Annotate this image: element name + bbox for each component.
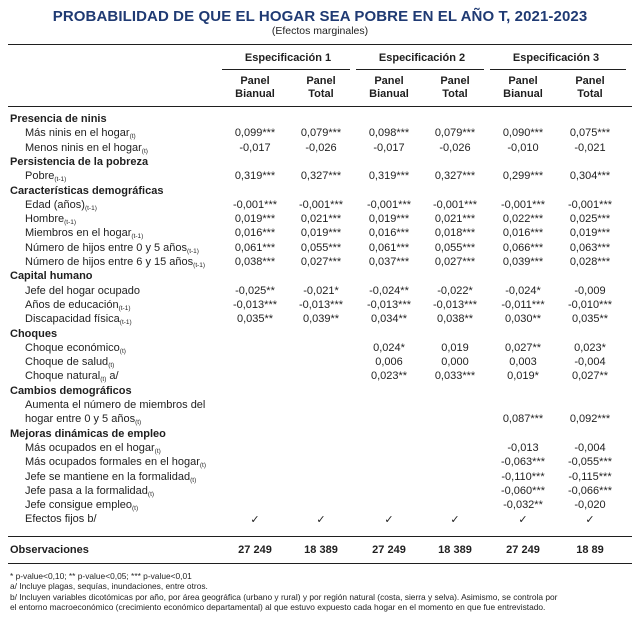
variable-name: Capital humano [10, 270, 93, 283]
coefficient-cell: 0,079*** [434, 127, 476, 140]
section-header-row [0, 113, 640, 128]
note-significance: * p-value<0,10; ** p-value<0,05; *** p-value<0,01 [10, 571, 192, 581]
coefficient-cell: -0,001*** [567, 198, 613, 211]
time-subscript: (t) [199, 462, 207, 470]
coefficient-cell: -0,066*** [567, 484, 613, 497]
variable-name: Choques [10, 327, 58, 340]
variable-name: Choque natural [25, 370, 101, 383]
time-subscript: (t-1) [131, 233, 144, 241]
variable-label [25, 199, 97, 212]
coefficient-cell: -0,025** [235, 284, 275, 297]
variable-label [25, 227, 143, 240]
section-title [10, 185, 163, 197]
coefficient-cell: 0,021*** [434, 213, 476, 226]
column-header [422, 75, 488, 101]
column-header-line-1: Panel [240, 75, 270, 87]
coefficient-cell: 0,092*** [569, 413, 611, 426]
column-header-line-2: Total [442, 88, 468, 100]
check-icon: ✓ [250, 514, 260, 527]
coefficient-cell: -0,013*** [298, 298, 344, 311]
variable-name: Discapacidad física [25, 313, 120, 326]
coefficient-cell: 0,304*** [569, 170, 611, 183]
coefficient-cell: -0,063*** [500, 456, 546, 469]
table-row [0, 342, 640, 357]
coefficient-cell: -0,004 [574, 356, 606, 369]
coefficient-cell: -0,010 [507, 141, 539, 154]
column-header-line-2: Total [577, 88, 603, 100]
observations-value: 27 249 [238, 544, 272, 556]
variable-label [25, 370, 119, 383]
column-header [288, 75, 354, 101]
coefficient-cell: 0,098*** [368, 127, 410, 140]
column-header-line-2: Bianual [503, 88, 543, 100]
coefficient-cell: 0,075*** [569, 127, 611, 140]
note-b-continued: el entorno macroeconómico (crecimiento económico departamental) al que estuvo expuesto cada hogar en el momento en que fue entrevistado. [10, 602, 546, 613]
observations-label: Observaciones [10, 544, 89, 556]
time-subscript: (t) [154, 447, 161, 455]
coefficient-cell: 0,016*** [234, 227, 276, 240]
variable-name: Choque de salud [25, 356, 109, 369]
coefficient-cell: 0,021*** [300, 213, 342, 226]
time-subscript: (t) [190, 476, 197, 484]
coefficient-cell: 0,028*** [569, 256, 611, 268]
variable-label [25, 313, 132, 326]
column-header [356, 75, 422, 101]
time-subscript: (t-1) [54, 176, 67, 184]
observations-value: 27 249 [372, 544, 406, 556]
column-header-line-1: Panel [374, 75, 404, 87]
table-row [0, 127, 640, 142]
section-header-row [0, 385, 640, 400]
coefficient-cell: 0,000 [441, 356, 469, 369]
variable-name: Menos ninis en el hogar [25, 141, 142, 154]
coefficient-cell: 0,038*** [234, 256, 276, 268]
variable-label [25, 456, 206, 469]
coefficient-cell: -0,017 [239, 141, 271, 154]
variable-label [25, 471, 196, 484]
column-header-line-2: Bianual [235, 88, 275, 100]
spec-2-rule [356, 69, 484, 70]
variable-label [25, 499, 138, 512]
spec-1-rule [222, 69, 350, 70]
section-header-row [0, 270, 640, 285]
coefficient-cell: -0,001*** [432, 198, 478, 211]
coefficient-cell: -0,001*** [298, 198, 344, 211]
check-icon: ✓ [518, 514, 528, 527]
coefficient-cell: -0,115*** [568, 470, 612, 483]
coefficient-cell: 0,027*** [300, 256, 342, 268]
column-header [490, 75, 556, 101]
note-a: a/ Incluye plagas, sequías, inundaciones, entre otros. [10, 581, 208, 592]
variable-label [25, 413, 141, 426]
variable-name: hogar entre 0 y 5 años [25, 413, 136, 426]
table-row [0, 499, 640, 514]
coefficient-cell: -0,032** [503, 499, 543, 512]
variable-name: Cambios demográficos [10, 384, 132, 397]
coefficient-cell: 0,006 [375, 356, 403, 369]
time-subscript: (t-1) [118, 304, 131, 312]
coefficient-cell: 0,066*** [502, 241, 544, 254]
table-row [0, 170, 640, 185]
coefficient-cell: -0,001*** [366, 198, 412, 211]
variable-name: Jefe consigue empleo [25, 499, 133, 512]
check-icon: ✓ [316, 514, 326, 527]
coefficient-cell: 0,019*** [300, 227, 342, 240]
table-row [0, 413, 640, 428]
variable-name: Miembros en el hogar [25, 227, 132, 240]
coefficient-cell: 0,079*** [300, 127, 342, 140]
coefficient-cell: 0,033*** [434, 370, 476, 383]
bottom-rule [8, 563, 632, 564]
observations-value: 27 249 [506, 544, 540, 556]
section-title [10, 113, 107, 125]
variable-name: Jefe pasa a la formalidad [25, 484, 148, 497]
observations-value: 18 389 [438, 544, 472, 556]
coefficient-cell: -0,021* [303, 284, 339, 297]
column-header [222, 75, 288, 101]
variable-name: Hombre [25, 213, 65, 226]
coefficient-cell: -0,026 [305, 141, 337, 154]
coefficient-cell: 0,003 [509, 356, 537, 369]
coefficient-cell: 0,019* [507, 370, 539, 383]
variable-label [25, 170, 66, 183]
section-title [10, 270, 93, 282]
coefficient-cell: 0,022*** [502, 213, 544, 226]
variable-label [25, 285, 140, 297]
section-header-row [0, 156, 640, 171]
variable-name: Más ocupados formales en el hogar [25, 456, 200, 469]
coefficient-cell: -0,020 [574, 499, 606, 512]
coefficient-cell: 0,030** [504, 313, 542, 326]
coefficient-cell: -0,011*** [501, 298, 545, 311]
column-header-line-1: Panel [575, 75, 605, 87]
coefficient-cell: 0,037*** [368, 256, 410, 268]
coefficient-cell: 0,327*** [434, 170, 476, 183]
variable-label [25, 142, 148, 155]
coefficient-cell: 0,019 [441, 341, 469, 354]
section-title [10, 385, 132, 397]
variable-label [25, 299, 131, 312]
column-header-line-2: Bianual [369, 88, 409, 100]
variable-label [25, 442, 161, 455]
table-row [0, 399, 640, 414]
coefficient-cell: 0,055*** [300, 241, 342, 254]
variable-name: Jefe se mantiene en la formalidad [25, 470, 191, 483]
time-subscript: (t) [147, 490, 155, 498]
check-icon: ✓ [450, 514, 460, 527]
coefficient-cell: 0,027** [571, 370, 609, 383]
table-row [0, 142, 640, 157]
top-rule [8, 44, 632, 45]
time-subscript: (t) [141, 147, 148, 155]
coefficient-cell: 0,035** [571, 313, 609, 326]
section-header-row [0, 428, 640, 443]
time-subscript: (t) [129, 133, 136, 141]
column-header-line-2: Total [308, 88, 334, 100]
coefficient-cell: 0,019*** [569, 227, 611, 240]
variable-name: Edad (años) [25, 198, 85, 211]
coefficient-cell: -0,060*** [500, 484, 546, 497]
table-row [0, 456, 640, 471]
spec-3-header: Especificación 3 [512, 52, 600, 64]
variable-label [25, 242, 199, 255]
coefficient-cell: -0,001*** [232, 198, 278, 211]
section-title [10, 156, 148, 168]
time-subscript: (t) [119, 347, 126, 355]
coefficient-cell: 0,319*** [368, 170, 410, 183]
coefficient-cell: -0,024** [369, 284, 409, 297]
observations-value: 18 89 [576, 544, 604, 556]
table-row [0, 256, 640, 271]
time-subscript: (t-1) [193, 262, 206, 269]
coefficient-cell: 0,027*** [434, 256, 476, 268]
coefficient-cell: -0,024* [505, 284, 541, 297]
table-row [0, 299, 640, 314]
time-subscript: (t-1) [64, 219, 77, 227]
table-notes [10, 571, 630, 613]
coefficient-cell: 0,039** [302, 313, 340, 326]
coefficient-cell: 0,319*** [234, 170, 276, 183]
table-row [0, 471, 640, 486]
note-b: b/ Incluyen variables dicotómicas por año, por área geográfica (urbano y rural) y por región natural (costa, sierra y selva). Asimismo, se controla por [10, 591, 558, 602]
variable-label [25, 256, 205, 269]
spec-2-header: Especificación 2 [378, 52, 466, 64]
table-title: PROBABILIDAD DE QUE EL HOGAR SEA POBRE EN EL AÑO T, 2021-2023 [52, 8, 588, 25]
time-subscript: (t-1) [119, 319, 132, 327]
table-row [0, 485, 640, 500]
coefficient-cell: -0,017 [373, 141, 405, 154]
coefficient-cell: 0,055*** [434, 241, 476, 254]
variable-name: Número de hijos entre 0 y 5 años [25, 241, 188, 254]
table-subtitle: (Efectos marginales) [271, 25, 369, 37]
coefficient-cell: 0,327*** [300, 170, 342, 183]
coefficient-cell: -0,110*** [501, 470, 545, 483]
variable-name: Choque económico [25, 341, 120, 354]
column-header-line-1: Panel [306, 75, 336, 87]
header-rule [8, 106, 632, 107]
variable-name: Años de educación [25, 298, 119, 311]
table-row [0, 227, 640, 242]
time-subscript: (t) [108, 362, 115, 370]
spec-1-header: Especificación 1 [244, 52, 332, 64]
variable-name: Aumenta el número de miembros del [25, 399, 206, 411]
coefficient-cell: 0,019*** [368, 213, 410, 226]
coefficient-cell: 0,038** [436, 313, 474, 326]
coefficient-cell: -0,022* [437, 284, 473, 297]
table-row [0, 242, 640, 257]
variable-label [25, 213, 76, 226]
column-header-line-1: Panel [508, 75, 538, 87]
variable-name: Jefe del hogar ocupado [25, 284, 140, 297]
body-bottom-rule [8, 536, 632, 537]
table-row [0, 285, 640, 300]
variable-label [25, 356, 114, 369]
coefficient-cell: 0,061*** [368, 241, 410, 254]
variable-label [25, 342, 126, 355]
table-row [0, 513, 640, 528]
observations-value: 18 389 [304, 544, 338, 556]
table-row [0, 213, 640, 228]
variable-label [25, 399, 205, 411]
check-icon: ✓ [585, 514, 595, 527]
coefficient-cell: -0,004 [574, 441, 606, 454]
coefficient-cell: 0,018*** [434, 227, 476, 240]
variable-name: Número de hijos entre 6 y 15 años [25, 256, 194, 268]
table-row [0, 313, 640, 328]
section-header-row [0, 185, 640, 200]
time-subscript: (t) [132, 505, 139, 513]
coefficient-cell: -0,055*** [567, 456, 613, 469]
coefficient-cell: -0,013*** [432, 298, 478, 311]
variable-label [25, 513, 97, 525]
section-header-row [0, 328, 640, 343]
coefficient-cell: -0,001*** [500, 198, 546, 211]
variable-name: Más ninis en el hogar [25, 127, 130, 140]
coefficient-cell: 0,016*** [368, 227, 410, 240]
variable-name: Pobre [25, 170, 55, 183]
coefficient-cell: 0,034** [370, 313, 408, 326]
coefficient-cell: 0,039*** [502, 256, 544, 268]
coefficient-cell: 0,099*** [234, 127, 276, 140]
coefficient-cell: -0,021 [574, 141, 606, 154]
coefficient-cell: 0,023** [370, 370, 408, 383]
coefficient-cell: 0,023* [574, 341, 606, 354]
coefficient-cell: 0,019*** [234, 213, 276, 226]
coefficient-cell: 0,027** [504, 341, 542, 354]
variable-name: Efectos fijos b/ [25, 513, 97, 526]
coefficient-cell: 0,025*** [569, 213, 611, 226]
check-icon: ✓ [384, 514, 394, 527]
note-reference: a/ [106, 370, 119, 383]
section-title [10, 428, 166, 440]
variable-name: Mejoras dinámicas de empleo [10, 427, 166, 440]
column-header-line-1: Panel [440, 75, 470, 87]
coefficient-cell: 0,090*** [502, 127, 544, 140]
coefficient-cell: -0,013*** [366, 298, 412, 311]
variable-name: Presencia de ninis [10, 113, 107, 125]
table-row [0, 370, 640, 385]
section-title [10, 328, 57, 340]
coefficient-cell: 0,035** [236, 313, 274, 326]
coefficient-cell: -0,009 [574, 284, 606, 297]
coefficient-cell: 0,299*** [502, 170, 544, 183]
coefficient-cell: 0,087*** [502, 413, 544, 426]
coefficient-cell: 0,063*** [569, 241, 611, 254]
time-subscript: (t) [135, 419, 142, 427]
coefficient-cell: -0,010*** [567, 298, 613, 311]
time-subscript: (t-1) [187, 247, 199, 255]
coefficient-cell: -0,013*** [232, 298, 278, 311]
coefficient-cell: 0,016*** [502, 227, 544, 240]
variable-label [25, 485, 154, 498]
coefficient-cell: 0,024* [373, 341, 405, 354]
coefficient-cell: -0,013 [507, 441, 539, 454]
variable-name: Características demográficas [10, 184, 164, 197]
coefficient-cell: -0,026 [439, 141, 471, 154]
variable-name: Más ocupados en el hogar [25, 441, 155, 454]
time-subscript: (t-1) [84, 204, 97, 212]
variable-name: Persistencia de la pobreza [10, 155, 149, 168]
table-row [0, 356, 640, 371]
coefficient-cell: 0,061*** [234, 241, 276, 254]
column-header [557, 75, 623, 101]
table-row [0, 442, 640, 457]
table-row [0, 199, 640, 214]
spec-3-rule [490, 69, 626, 70]
time-subscript: (t) [100, 376, 107, 384]
variable-label [25, 127, 136, 140]
